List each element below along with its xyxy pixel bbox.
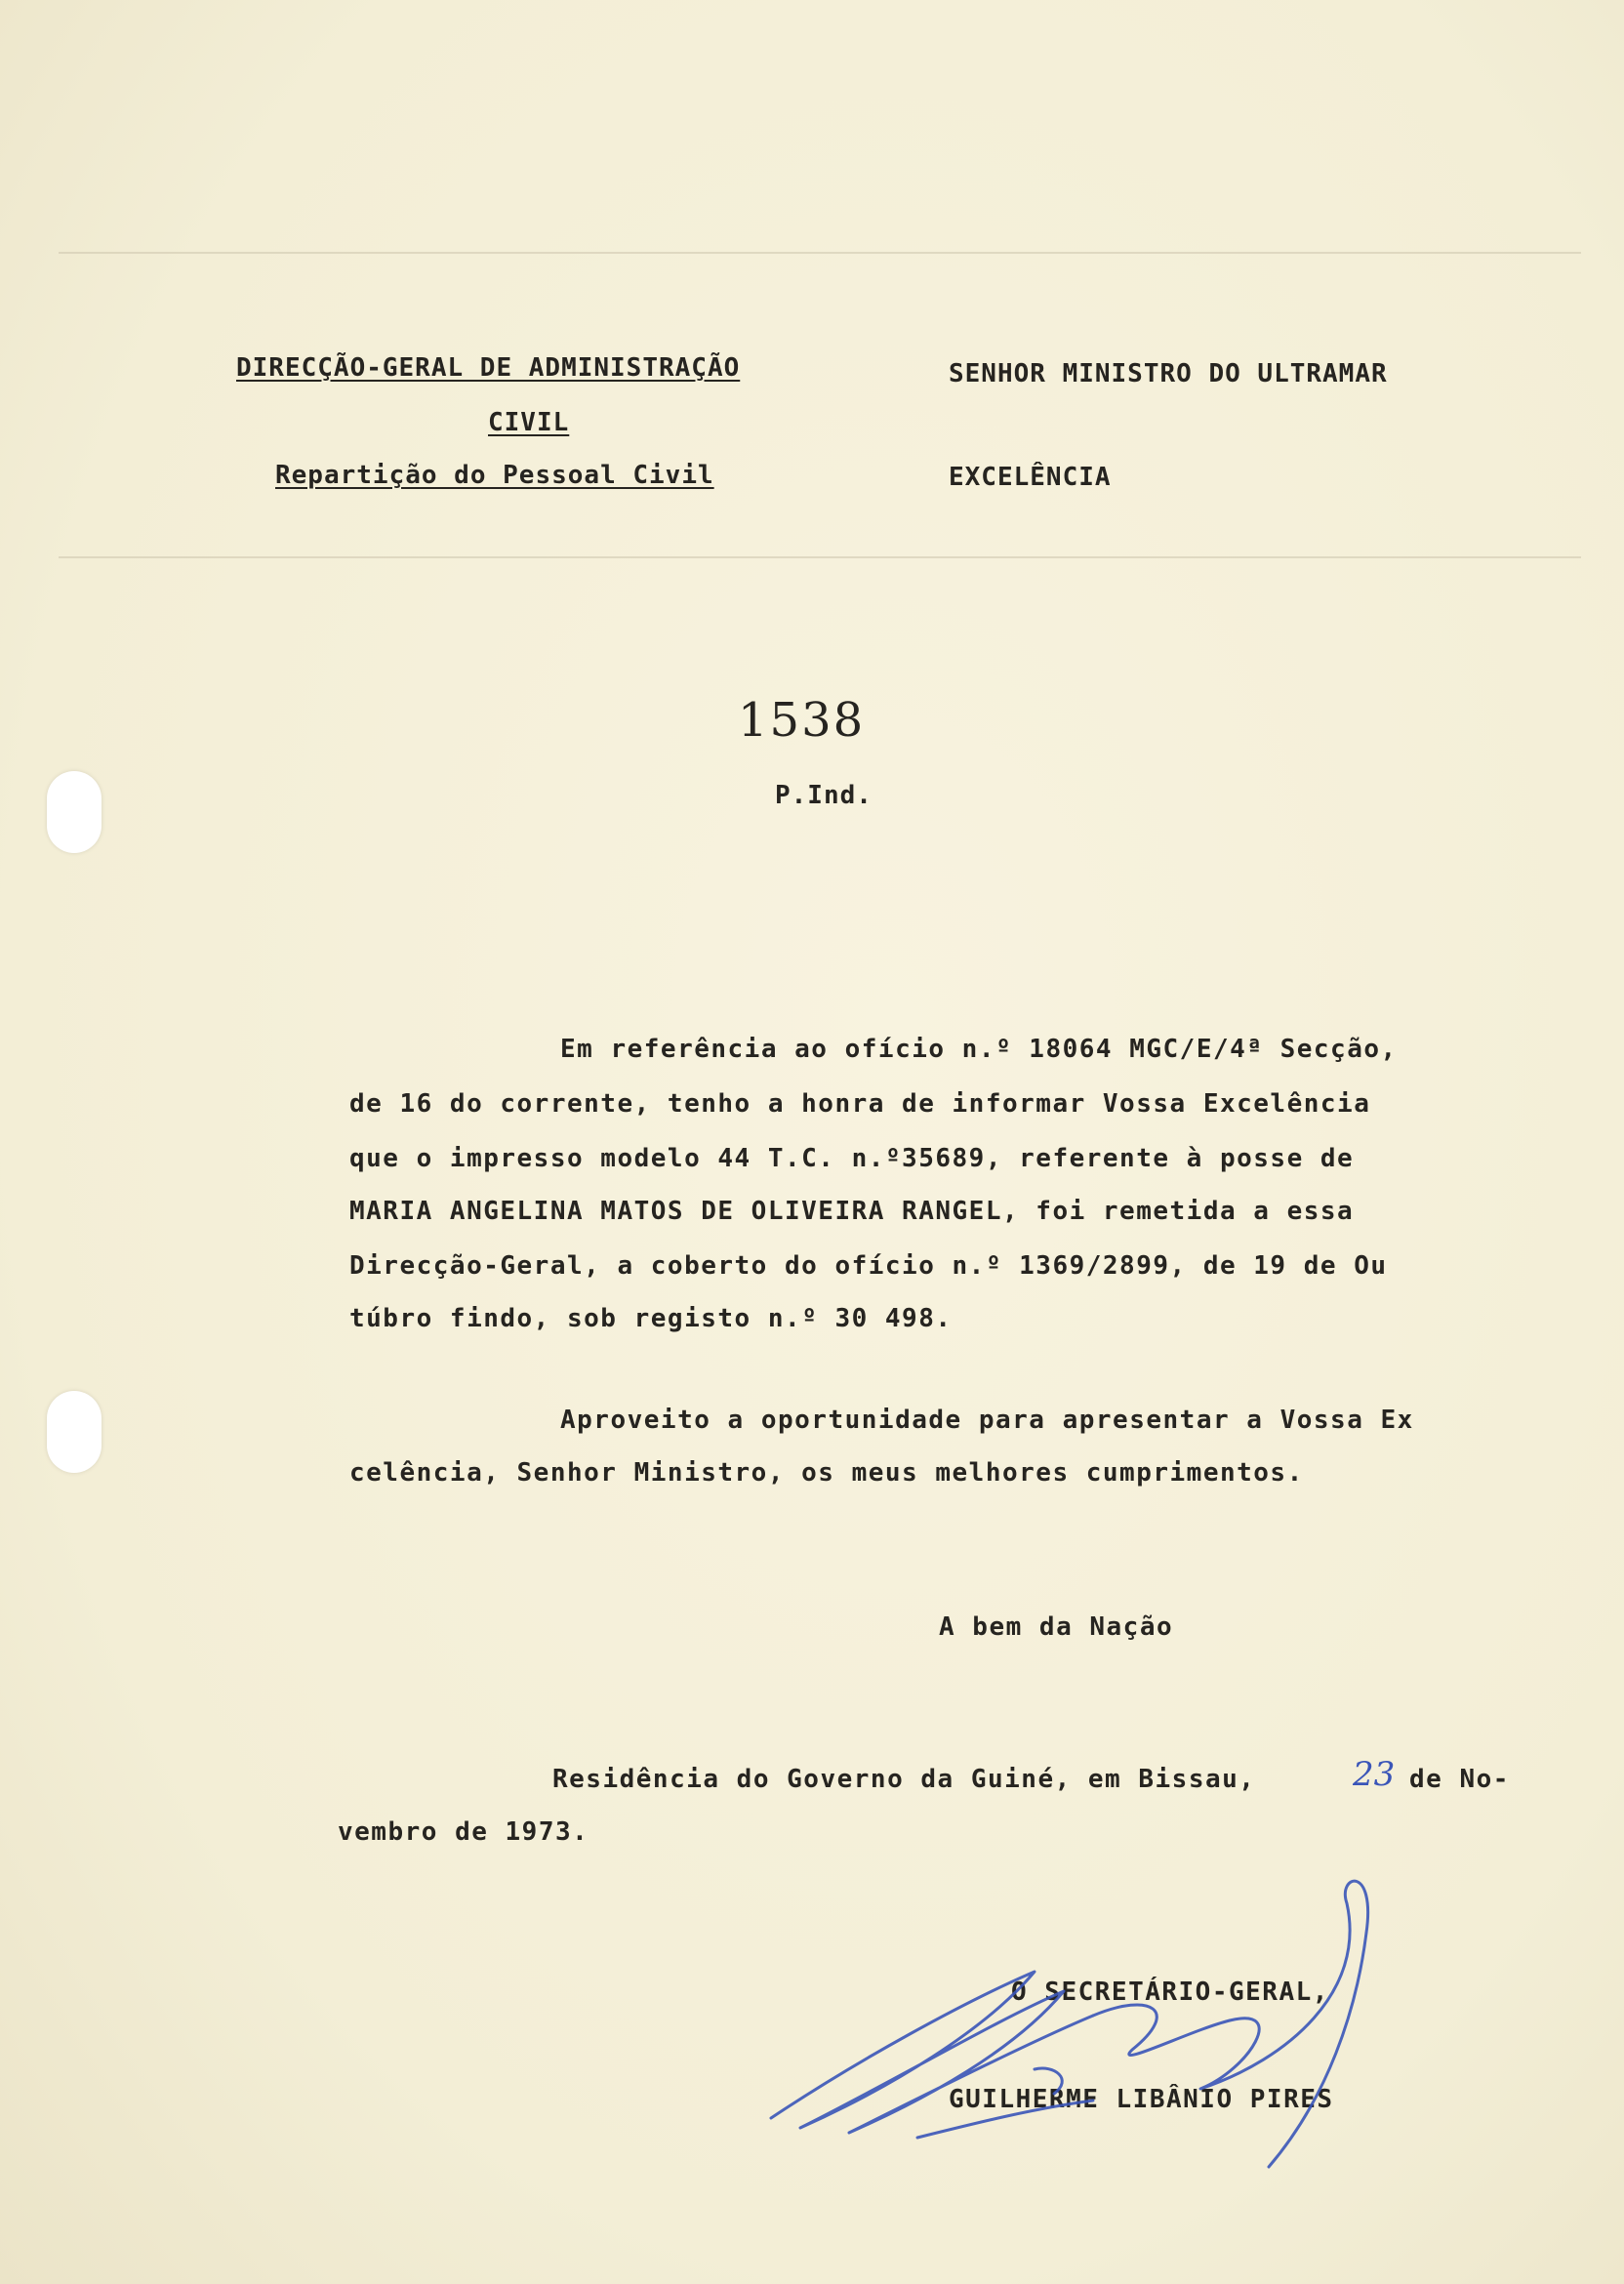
body-p2-line1: Aproveito a oportunidade para apresentar a Vossa Ex bbox=[560, 1406, 1414, 1435]
handwritten-signature bbox=[742, 1845, 1483, 2177]
place-date-line1-end: de No- bbox=[1409, 1765, 1510, 1794]
body-p1-line5: Direcção-Geral, a coberto do ofício n.º 1369/2899, de 19 de Ou bbox=[349, 1251, 1388, 1281]
header-section: Repartição do Pessoal Civil bbox=[275, 461, 714, 490]
reference-number: 1538 bbox=[738, 693, 866, 748]
body-p1-line4: MARIA ANGELINA MATOS DE OLIVEIRA RANGEL, foi remetida a essa bbox=[349, 1197, 1355, 1226]
body-p1-line1: Em referência ao ofício n.º 18064 MGC/E/4ª Secção, bbox=[560, 1035, 1398, 1064]
header-department: DIRECÇÃO-GERAL DE ADMINISTRAÇÃO bbox=[236, 353, 741, 383]
top-faint-rule bbox=[59, 252, 1581, 254]
punch-hole-top bbox=[47, 771, 102, 853]
signatory-name: GUILHERME LIBÂNIO PIRES bbox=[949, 2085, 1334, 2114]
header-civil: CIVIL bbox=[488, 408, 570, 437]
body-p1-line6: túbro findo, sob registo n.º 30 498. bbox=[349, 1304, 953, 1333]
signatory-title: O SECRETÁRIO-GERAL, bbox=[1011, 1978, 1329, 2007]
punch-hole-bottom bbox=[47, 1391, 102, 1473]
body-p1-line3: que o impresso modelo 44 T.C. n.º35689, referente à posse de bbox=[349, 1144, 1355, 1173]
body-p1-line2: de 16 do corrente, tenho a honra de informar Vossa Excelência bbox=[349, 1089, 1371, 1119]
body-p2-line2: celência, Senhor Ministro, os meus melhores cumprimentos. bbox=[349, 1458, 1304, 1488]
closing-formula: A bem da Nação bbox=[939, 1612, 1174, 1642]
addressee-title: EXCELÊNCIA bbox=[949, 463, 1112, 492]
reference-code: P.Ind. bbox=[775, 781, 873, 810]
place-date-line1: Residência do Governo da Guiné, em Bissau, bbox=[552, 1765, 1256, 1794]
mid-faint-rule bbox=[59, 556, 1581, 558]
addressee: SENHOR MINISTRO DO ULTRAMAR bbox=[949, 359, 1388, 388]
handwritten-day: 23 bbox=[1353, 1755, 1396, 1794]
place-date-line2: vembro de 1973. bbox=[338, 1817, 589, 1847]
